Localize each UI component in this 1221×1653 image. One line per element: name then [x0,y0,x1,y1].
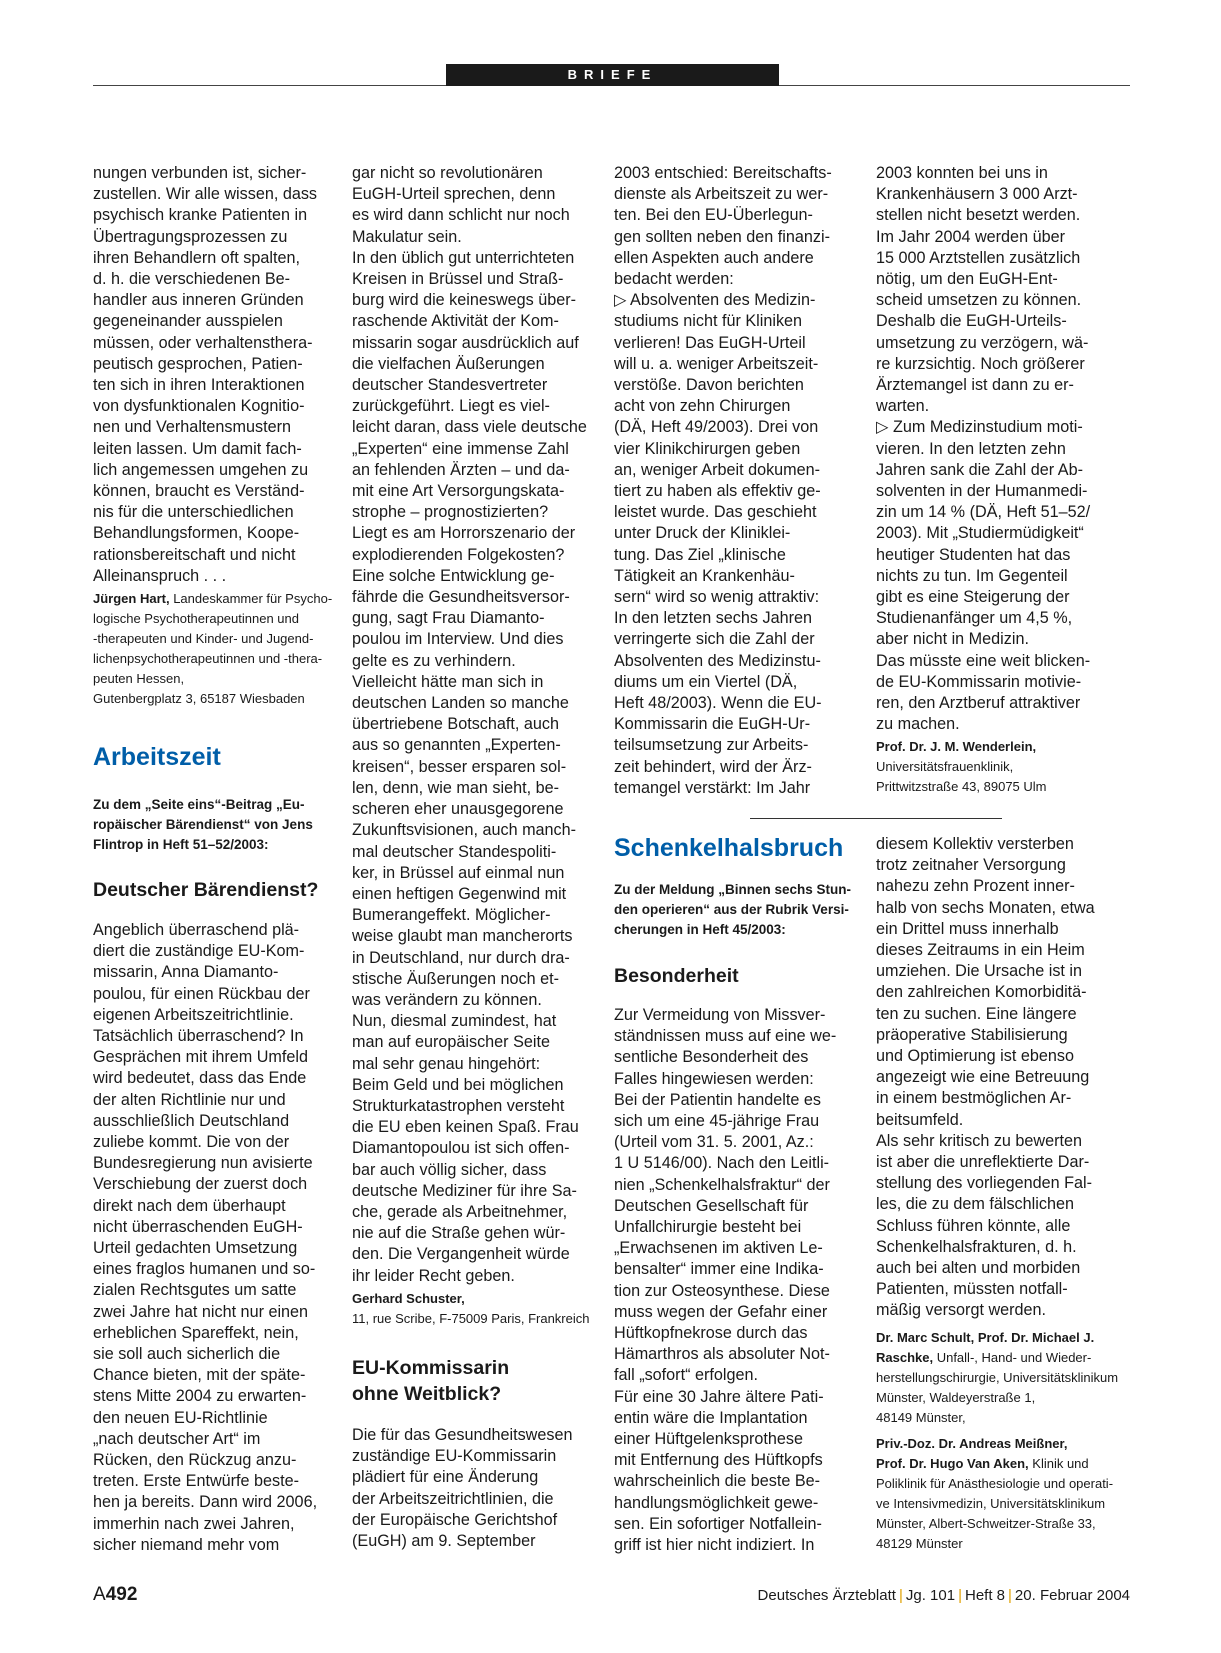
column-4 [876,163,1128,797]
journal-info [758,1587,1130,1604]
arbeitszeit-section [93,742,345,772]
section-divider [750,818,1002,819]
col2-author [352,1289,604,1329]
col2-continued-text: gar nicht so revolutionären EuGH-Urteil sprechen, denn es wird dann schlicht nur noch Makulatur sein. In den üblich gut unterrichteten Kreisen in Brüssel und Straß- burg wird die keineswegs über- raschende Aktivität der Kom- missarin sogar ausdrücklich auf die vielfachen Äußerungen deutscher Standesvertreter zurückgeführt. Liegt es viel- leicht daran, dass viele deutsche „Experten“ eine immense Zahl an fehlenden Ärzten – und da- mit eine Art Versorgungskata- strophe – prognostizierten? Liegt es am Horrorszenario der explodierenden Folgekosten? Eine solche Entwicklung ge- fährde die Gesundheitsversor- gung, sagt Frau Diamanto- poulou im Interview. Und dies gelte es zu verhindern. Vielleicht hätte man sich in deutschen Landen so manche übertriebene Botschaft, auch aus so genannten „Experten- kreisen“, besser ersparen sol- len, denn, wie man sieht, be- scheren eher unausgegorene Zukunftsvisionen, auch manch- mal deutscher Standespoliti- ker, in Brüssel auf einmal nun einen heftigen Gegenwind mit Bumerangeffekt. Möglicher- weise glaubt man mancherorts in Deutschland, nur durch dra- stische Äußerungen noch et- was verändern zu können. Nun, diesmal zumindest, hat man auf europäischer Seite mal sehr genau hingehört: Beim Geld und bei möglichen Strukturkatastrophen versteht die EU eben keinen Spaß. Frau Diamantopoulou ist sich offen- bar auch völlig sicher, dass deutsche Mediziner für ihre Sa- che, gerade als Arbeitnehmer, nie auf die Straße gehen wür- den. Die Vergangenheit würde ihr leider Recht geben. [352,164,587,1285]
col2-author-name: Gerhard Schuster, [352,1290,465,1306]
letter-2-subhead-block [352,1355,604,1407]
separator-1: | [898,1587,903,1604]
schenkelhals-intro: Zu der Meldung „Binnen sechs Stun- den operieren“ aus der Rubrik Versi- cherungen in Heft 45/2003: [614,882,852,937]
column-1 [93,163,345,709]
letter-1-subhead-block [93,877,345,903]
column-2 [352,163,604,1329]
letter-3-subhead: Besonderheit [614,965,739,987]
letter-2-body-block [352,1425,604,1552]
col4-author2-affiliation: Klinik und Poliklinik für Anästhesiologie und operati- ve Intensivmedizin, Universitätsklinikum Münster, Albert-Schweitzer-Straße 33, 48129 Münster [876,1455,1114,1551]
col2-author-affiliation: 11, rue Scribe, F-75009 Paris, Frankreich [352,1310,590,1326]
letter-3-text: Zur Vermeidung von Missver- ständnissen muss auf eine we- sentliche Besonderheit des Falles hingewiesen werden: Bei der Patientin handelte es sich um eine 45-jährige Frau (Urteil vom 31. 5. 2001, Az.: 1 U 5146/00). Nach den Leitli- nien „Schenkelhalsfraktur“ der Deutschen Gesellschaft für Unfallchirurgie besteht bei „Erwachsenen im aktiven Le- bensalter“ immer eine Indika- tion zur Osteosynthese. Diese muss wegen der Gefahr einer Hüftkopfnekrose durch das Hämarthros als absoluter Not- fall „sofort“ erfolgen. Für eine 30 Jahre ältere Pati- entin wäre die Implantation einer Hüftgelenksprothese mit Entfernung des Hüftkopfs wahrscheinlich die beste Be- handlungsmöglichkeit gewe- sen. Ein sofortiger Notfallein- griff ist hier nicht indiziert. In [614,1006,837,1555]
journal-volume: Jg. 101 [905,1587,956,1604]
letter-1-subhead: Deutscher Bärendienst? [93,879,319,901]
schenkelhals-intro-block [614,880,866,940]
arbeitszeit-intro: Zu dem „Seite eins“-Beitrag „Eu- ropäischer Bärendienst“ von Jens Flintrop in Heft 51–52/2003: [93,797,313,852]
schenkelhals-section [614,833,866,863]
col4-author-name: Prof. Dr. J. M. Wenderlein, [876,739,1037,755]
section-title-arbeitszeit: Arbeitszeit [93,743,221,771]
col4-author1-affiliation: Unfall-, Hand- und Wieder- herstellungschirurgie, Universitätsklinikum Münster, Waldeyerstraße 1, 48149 Münster, [876,1349,1119,1425]
col4-author1-name: Dr. Marc Schult, Prof. Dr. Michael J. Raschke, [876,1329,1095,1365]
col1-author-name: Jürgen Hart, [93,591,170,607]
col3-continued-text: 2003 entschied: Bereitschafts- dienste als Arbeitszeit zu wer- ten. Bei den EU-Überlegun- gen sollten neben den finanzi- ellen Aspekten auch andere bedacht werden: ▷ Absolventen des Medizin- studiums nicht für Kliniken verlieren! Das EuGH-Urteil will u. a. weniger Arbeitszeit- verstöße. Davon berichten acht von zehn Chirurgen (DÄ, Heft 49/2003). Drei von vier Klinikchirurgen geben an, weniger Arbeit dokumen- tiert zu haben als effektiv ge- leistet wurde. Das geschieht unter Druck der Kliniklei- tung. Das Ziel „klinische Tätigkeit an Krankenhäu- sern“ wird so wenig attraktiv: In den letzten sechs Jahren verringerte sich die Zahl der Absolventen des Medizinstu- diums um ein Viertel (DÄ, Heft 48/2003). Wenn die EU- Kommissarin die EuGH-Ur- teilsumsetzung zur Arbeits- zeit behindert, wird der Ärz- temangel verstärkt: Im Jahr [614,164,832,797]
letter-1-body-block [93,920,345,1556]
letter-2-text: Die für das Gesundheitswesen zuständige EU-Kommissarin plädiert für eine Änderung der Arbeitszeitrichtlinien, die der Europäische Gerichtshof (EuGH) am 9. September [352,1426,573,1551]
col1-author [93,589,345,709]
col4-letter-text: diesem Kollektiv versterben trotz zeitnaher Versorgung nahezu zehn Prozent inner- halb von sechs Monaten, etwa ein Drittel muss innerhalb dieses Zeitraums in ein Heim umziehen. Die Ursache ist in den zahlreichen Komorbiditä- ten zu suchen. Eine längere präoperative Stabilisierung und Optimierung ist ebenso angezeigt wie eine Betreuung in einem bestmöglichen Ar- beitsumfeld. Als sehr kritisch zu bewerten ist aber die unreflektierte Dar- stellung des vorliegenden Fal- les, die zu dem fälschlichen Schluss führen könnte, alle Schenkelhalsfrakturen, d. h. auch bei alten und morbiden Patienten, müssten notfall- mäßig versorgt werden. [876,835,1095,1320]
journal-issue: Heft 8 [964,1587,1006,1604]
arbeitszeit-intro-block [93,795,345,855]
section-title-schenkelhalsbruch: Schenkelhalsbruch [614,834,844,862]
page-prefix: A [93,1584,106,1605]
separator-3: | [1008,1587,1012,1604]
letter-2-subhead: EU-Kommissarin ohne Weitblick? [352,1357,510,1405]
col4-author-1 [876,1328,1128,1428]
journal-date: 20. Februar 2004 [1014,1587,1130,1604]
col4-continued-text: 2003 konnten bei uns in Krankenhäusern 3 000 Arzt- stellen nicht besetzt werden. Im Jahr 2004 werden über 15 000 Arztstellen zusätzlich nötig, um den EuGH-Ent- scheid umsetzen zu können. Deshalb die EuGH-Urteils- umsetzung zu verzögern, wä- re kurzsichtig. Noch größerer Ärztemangel ist dann zu er- warten. ▷ Zum Medizinstudium moti- vieren. In den letzten zehn Jahren sank die Zahl der Ab- solventen in der Humanmedi- zin um 14 % (DÄ, Heft 51–52/ 2003). Mit „Studiermüdigkeit“ heutiger Studenten hat das nichts zu tun. Im Gegenteil gibt es eine Steigerung der Studienanfänger um 4,5 %, aber nicht in Medizin. Das müsste eine weit blicken- de EU-Kommissarin motivie- ren, den Arztberuf attraktiver zu machen. [876,164,1091,734]
separator-2: | [958,1587,962,1604]
col1-author-affiliation: Landeskammer für Psycho- logische Psychotherapeutinnen und -therapeuten und Kinder- und Jugend- lichenpsychotherapeutinnen und -thera- peuten Hessen, Gutenbergplatz 3, 65187 Wiesbaden [93,591,333,707]
col4-author [876,737,1128,797]
col4-author2-name: Priv.-Doz. Dr. Andreas Meißner, Prof. Dr. Hugo Van Aken, [876,1435,1068,1471]
col4-author-2 [876,1434,1128,1554]
section-label: BRIEFE [446,64,779,86]
column-4-lower [876,834,1128,1554]
col1-continued-text: nungen verbunden ist, sicher- zustellen. Wir alle wissen, dass psychisch kranke Patienten in Übertragungsprozessen zu ihren Behandlern oft spalten, d. h. die verschiedenen Be- handler aus inneren Gründen gegeneinander ausspielen müssen, oder verhaltensthera- peutisch gesprochen, Patien- ten sich in ihren Interaktionen von dysfunktionalen Kognitio- nen und Verhaltensmustern leiten lassen. Um damit fach- lich angemessen umgehen zu können, braucht es Verständ- nis für die unterschiedlichen Behandlungsformen, Koope- rationsbereitschaft und nicht Alleinanspruch . . . [93,164,318,585]
journal-name: Deutsches Ärzteblatt [757,1587,896,1604]
page-number [93,1584,137,1606]
col4-author-affiliation: Universitätsfrauenklinik, Prittwitzstraße 43, 89075 Ulm [876,759,1047,795]
letter-1-text: Angeblich überraschend plä- diert die zuständige EU-Kom- missarin, Anna Diamanto- poulou, für einen Rückbau der eigenen Arbeitszeitrichtlinie. Tatsächlich überraschend? In Gesprächen mit ihrem Umfeld wird bedeutet, dass das Ende der alten Richtlinie nur und ausschließlich Deutschland zuliebe kommt. Die von der Bundesregierung nun avisierte Verschiebung der zuerst doch direkt nach dem überhaupt nicht überraschenden EuGH- Urteil gedachten Umsetzung eines fraglos humanen und so- zialen Rechtsgutes um satte zwei Jahre hat nicht nur einen erheblichen Spareffekt, nein, sie soll auch sicherlich die Chance bieten, mit der späte- stens Mitte 2004 zu erwarten- den neuen EU-Richtlinie „nach deutscher Art“ im Rücken, den Rückzug anzu- treten. Erste Entwürfe beste- hen ja bereits. Dann wird 2006, immerhin nach zwei Jahren, sicher niemand mehr vom [93,921,318,1554]
letter-3-subhead-block [614,963,866,989]
page-number-value: 492 [105,1584,138,1605]
letter-3-body-block [614,1005,866,1556]
column-3 [614,163,866,799]
